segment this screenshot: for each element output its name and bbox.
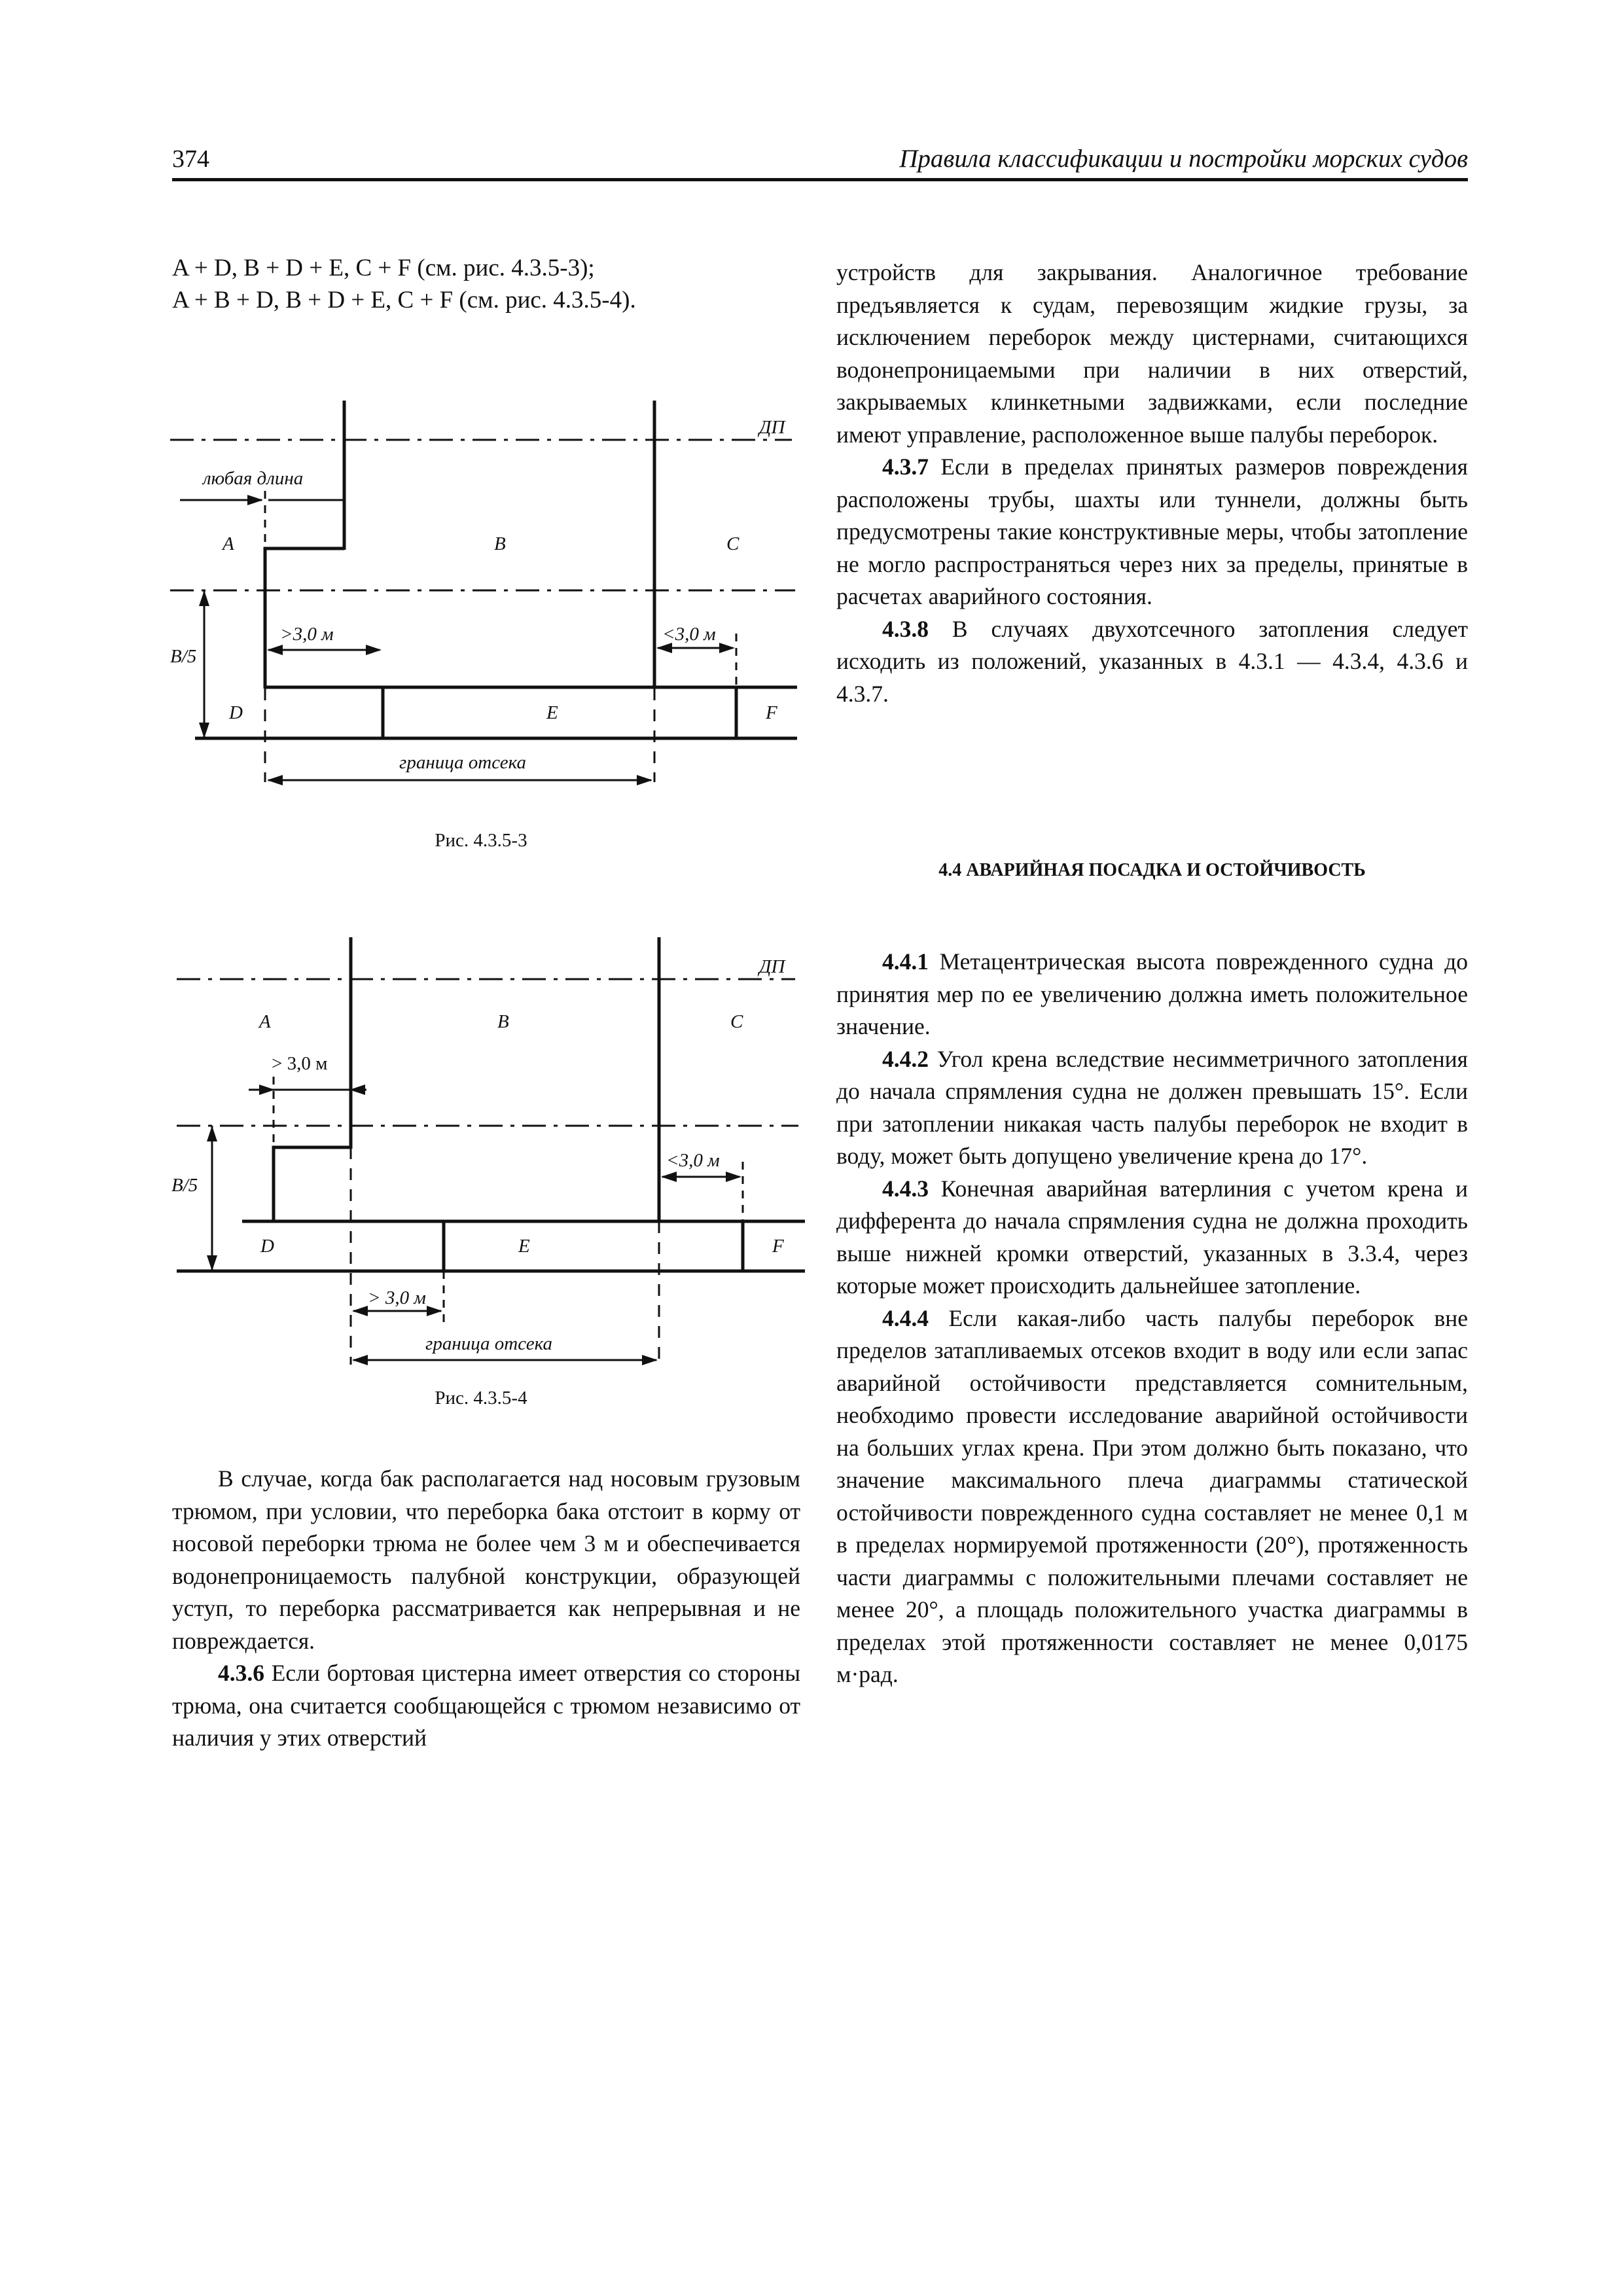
figure-4-3-5-3-caption: Рис. 4.3.5-3 [435,830,527,851]
label-gt3-top: > 3,0 м [272,1053,328,1074]
figure-4-3-5-4 [164,929,818,1374]
bulkhead-1-step [274,1147,351,1223]
right-text-bottom [836,946,1468,1691]
clause-number: 4.4.1 [882,948,929,975]
formula-line-2: A + B + D, B + D + E, C + F (см. рис. 4.3.5-4). [172,287,636,314]
formula-line-1: A + D, B + D + E, C + F (см. рис. 4.3.5-3); [172,255,595,281]
label-boundary: граница отсека [399,752,526,773]
clause-text: Метацентрическая высота поврежденного судна до принятия мер по ее увеличению должна иметь положительное значение. [836,948,1468,1039]
clause-number: 4.3.6 [218,1660,264,1686]
label-any-length: любая длина [203,468,304,489]
paragraph-4-3-7 [836,451,1468,613]
clause-number: 4.4.2 [882,1045,929,1072]
clause-number: 4.3.8 [882,615,929,642]
clause-text: Если какая-либо часть палубы переборок вне пределов затапливаемых отсеков входит в воду или если запас аварийной остойчивости представляется сомнительным, необходимо провести исследование аварийной остойчивости на больших углах крена. При этом должно быть показано, что значение максимального плеча диаграммы статической остойчивости поврежденного судна составляет не менее 0,1 м в пределах нормируемой протяженности (20°), протяженность части диаграммы с положительными плечами составляет не менее 20°, а площадь положительного участка диаграммы в пределах этой протяженности составляет не менее 0,0175 м·рад. [836,1304,1468,1687]
section-title: 4.4 АВАРИЙНАЯ ПОСАДКА И ОСТОЙЧИВОСТЬ [938,860,1366,880]
label-d: D [229,702,243,723]
page-header [172,143,1468,182]
label-e: E [518,1236,530,1257]
clause-number: 4.4.4 [882,1304,929,1331]
label-f: F [766,702,777,723]
label-dp: ДП [759,417,785,438]
label-lt3: <3,0 м [666,1150,720,1171]
paragraph-continuation: устройств для закрывания. Аналогичное требование предъявляется к судам, перевозящим жидкие грузы, за исключением переборок между цистернами, считающихся водонепроницаемыми при наличии в них отверстий, закрываемых клинкетными задвижками, если последние имеют управление, расположенное выше палубы переборок. [836,259,1468,448]
clause-text: Если бортовая цистерна имеет отверстия со стороны трюма, она считается сообщающейся с трюмом независимо от наличия у этих отверстий [172,1660,800,1751]
right-text-top [836,257,1468,710]
label-e: E [546,702,558,723]
page-number: 374 [172,145,209,173]
formula-block [172,252,800,316]
paragraph-4-3-8 [836,613,1468,711]
clause-number: 4.4.3 [882,1175,929,1202]
figure-4-3-5-3-drawing [164,393,818,798]
label-b5: B/5 [170,646,197,667]
clause-text: В случаях двухотсечного затопления следует исходить из положений, указанных в 4.3.1 — 4.3.4, 4.3.6 и 4.3.7. [836,615,1468,707]
clause-text: Угол крена вследствие несимметричного затопления до начала спрямления судна не должен превышать 15°. Если при затоплении никакая часть палубы переборок не входит в воду, может быть допущено увеличение крена до 17°. [836,1045,1468,1169]
label-b5: B/5 [171,1175,198,1196]
header-rule [172,178,1468,181]
paragraph-4-4-1 [836,946,1468,1043]
clause-text: Конечная аварийная ватерлиния с учетом крена и дифферента до начала спрямления судна не должна проходить выше нижней кромки отверстий, указанных в 3.3.4, через которые может происходить дальнейшее затопление. [836,1175,1468,1299]
label-d: D [260,1236,274,1257]
label-lt3: <3,0 м [662,624,716,645]
bulkhead-1-step [265,548,344,689]
paragraph-4-4-4 [836,1302,1468,1691]
label-b: B [497,1011,509,1032]
label-a: A [223,533,234,554]
figure-4-3-5-4-caption: Рис. 4.3.5-4 [435,1388,527,1408]
paragraph-4-3-6 [172,1657,800,1755]
label-b: B [494,533,506,554]
label-c: C [730,1011,743,1032]
figure-4-3-5-4-drawing [164,929,818,1374]
figure-4-3-5-3 [164,393,818,798]
label-dp: ДП [759,956,785,977]
label-gt3-bottom: > 3,0 м [368,1287,426,1308]
paragraph-bak: В случае, когда бак располагается над носовым грузовым трюмом, при условии, что переборка бака отстоит в корму от носовой переборки трюма не более чем 3 м и обеспечивается водонепроницаемость палубной конструкции, образующей уступ, то переборка рассматривается как непрерывная и не повреждается. [172,1465,800,1654]
label-gt3: >3,0 м [280,624,334,645]
label-a: A [259,1011,271,1032]
label-boundary: граница отсека [425,1333,552,1354]
left-text-bottom [172,1463,800,1755]
clause-text: Если в пределах принятых размеров повреждения расположены трубы, шахты или туннели, должны быть предусмотрены такие конструктивные меры, чтобы затопление не могло распространяться через них за пределы, принятые в расчетах аварийного состояния. [836,454,1468,609]
paragraph-4-4-2 [836,1043,1468,1173]
running-title: Правила классификации и постройки морских судов [899,145,1468,173]
label-c: C [726,533,740,554]
paragraph-4-4-3 [836,1173,1468,1302]
label-f: F [772,1236,784,1257]
clause-number: 4.3.7 [882,454,929,480]
